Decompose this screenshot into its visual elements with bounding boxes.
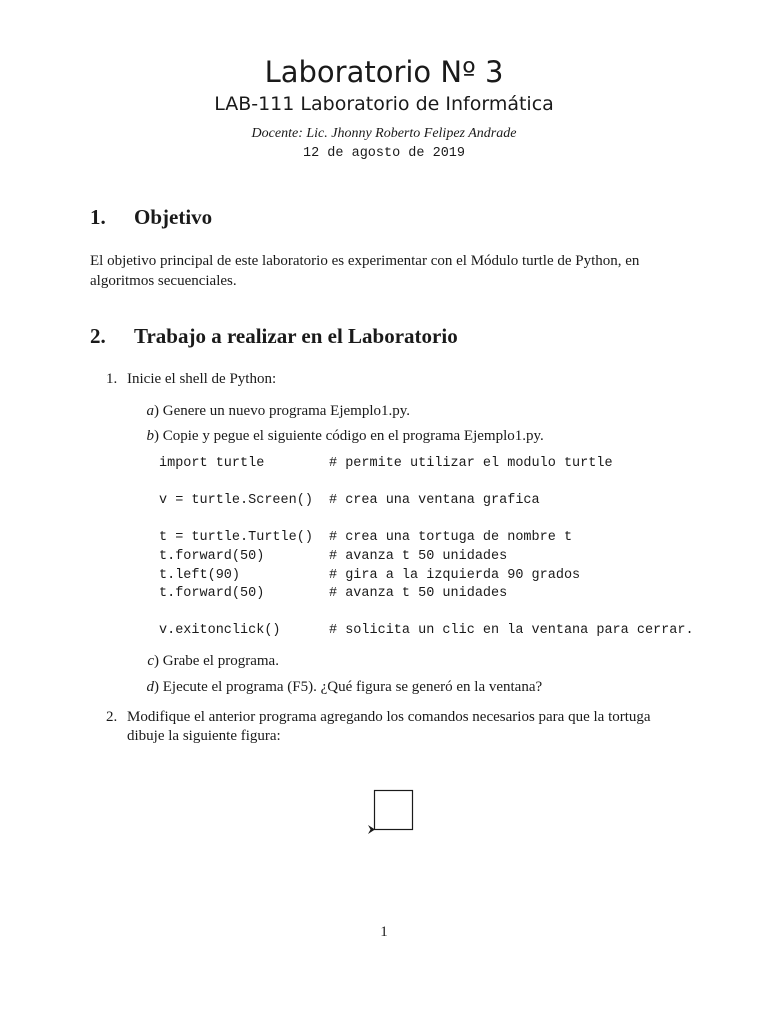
date-line: 12 de agosto de 2019 — [302, 146, 466, 161]
list-item-1 — [106, 370, 696, 389]
page-number: 1 — [380, 924, 388, 940]
code-line — [159, 455, 613, 474]
author-line: Docente: Lic. Jhonny Roberto Felipez Andrade — [251, 126, 517, 141]
subitem-b: b) Copie y pegue el siguiente código en el programa Ejemplo1.py. — [146, 428, 544, 444]
code-statement: import turtle — [159, 456, 265, 471]
subitem-letter: c — [147, 653, 154, 669]
section-heading-objetivo — [90, 203, 212, 231]
subitem-text: Grabe el programa. — [162, 653, 279, 669]
code-line — [159, 567, 580, 586]
code-comment: # permite utilizar el modulo turtle — [329, 456, 613, 471]
paragraph-line: El objetivo principal de este laboratorio es experimentar con el Módulo turtle de Python, en — [90, 253, 640, 269]
code-statement: t.forward(50) — [159, 586, 265, 601]
code-statement: v = turtle.Screen() — [159, 493, 313, 508]
code-comment: # gira a la izquierda 90 grados — [329, 568, 581, 583]
subitem-text: Copie y pegue el siguiente código en el programa Ejemplo1.py. — [162, 428, 544, 444]
subitem-letter: d — [146, 679, 154, 695]
paragraph-line: algoritmos secuenciales. — [90, 273, 237, 289]
square-outline — [375, 791, 413, 830]
code-statement: t.forward(50) — [159, 549, 265, 564]
subitem-letter: a — [146, 403, 154, 419]
document-subtitle: LAB-111 Laboratorio de Informática — [214, 93, 554, 115]
code-comment: # crea una tortuga de nombre t — [329, 530, 573, 545]
code-line — [159, 529, 572, 548]
section-title: Objetivo — [134, 205, 213, 229]
code-statement: t.left(90) — [159, 568, 241, 583]
list-text-continued: dibuje la siguiente figura: — [127, 728, 281, 744]
document-title: Laboratorio Nº 3 — [264, 55, 504, 89]
list-item-2 — [106, 708, 696, 746]
code-line — [159, 622, 694, 641]
section-heading-trabajo — [90, 322, 458, 350]
subitem-letter: b — [146, 428, 154, 444]
code-line — [159, 492, 540, 511]
code-line — [159, 585, 507, 604]
code-comment: # crea una ventana grafica — [329, 493, 540, 508]
code-statement: v.exitonclick() — [159, 623, 281, 638]
subitem-c: c) Grabe el programa. — [147, 653, 279, 669]
subitem-text: Genere un nuevo programa Ejemplo1.py. — [162, 403, 411, 419]
list-number: 2. — [106, 709, 118, 725]
section-title: Trabajo a realizar en el Laboratorio — [134, 324, 458, 348]
turtle-square-figure — [364, 786, 420, 838]
code-line — [159, 548, 507, 567]
subitem-a: a) Genere un nuevo programa Ejemplo1.py. — [146, 403, 411, 419]
subitem-text: Ejecute el programa (F5). ¿Qué figura se generó en la ventana? — [162, 679, 543, 695]
subitem-d: d) Ejecute el programa (F5). ¿Qué figura se generó en la ventana? — [146, 679, 543, 695]
list-text: Modifique el anterior programa agregando los comandos necesarios para que la tortuga — [127, 709, 651, 725]
section-number: 2. — [90, 324, 106, 348]
code-statement: t = turtle.Turtle() — [159, 530, 313, 545]
list-text: Inicie el shell de Python: — [127, 371, 277, 387]
code-comment: # avanza t 50 unidades — [329, 586, 508, 601]
code-comment: # solicita un clic en la ventana para cerrar. — [329, 623, 694, 638]
code-comment: # avanza t 50 unidades — [329, 549, 508, 564]
section-number: 1. — [90, 205, 106, 229]
objective-paragraph — [90, 251, 690, 291]
list-number: 1. — [106, 371, 118, 387]
